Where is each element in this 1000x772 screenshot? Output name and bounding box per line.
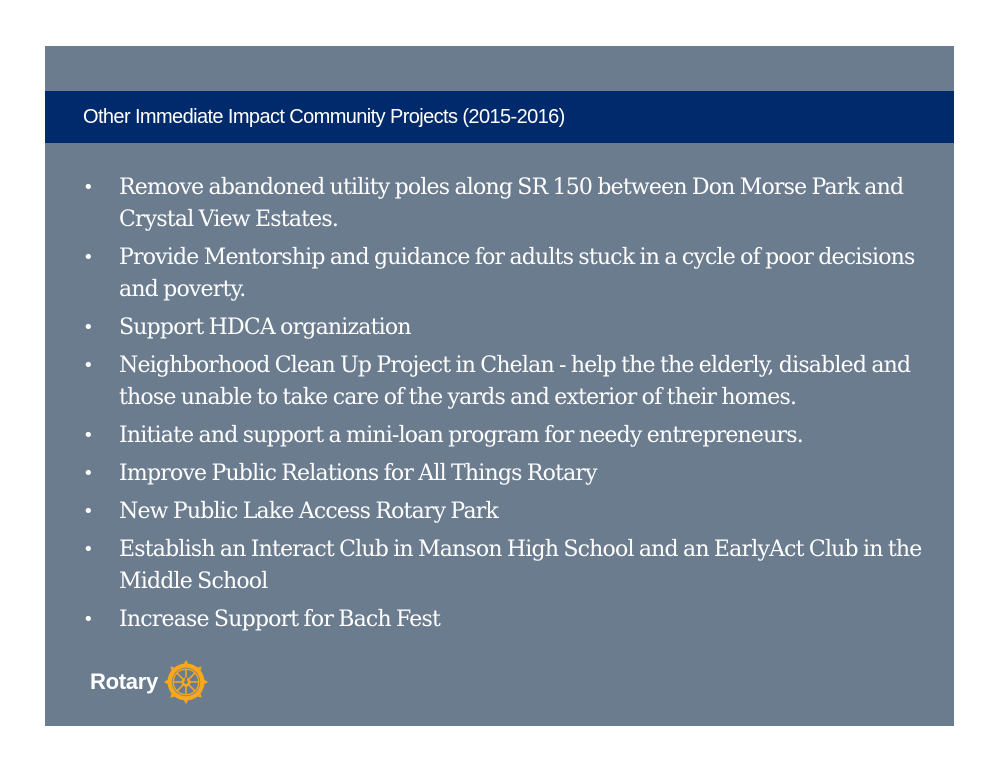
list-item — [83, 172, 943, 236]
bullet-text: Initiate and support a mini-loan program for needy entrepreneurs. — [119, 423, 803, 448]
list-item — [83, 242, 943, 306]
bullet-text: New Public Lake Access Rotary Park — [119, 499, 499, 524]
bullet-list — [83, 172, 943, 642]
list-item — [83, 312, 943, 344]
rotary-wheel-icon — [163, 659, 209, 705]
bullet-text: Improve Public Relations for All Things Rotary — [119, 461, 597, 486]
bullet-marker: • — [83, 425, 93, 446]
slide — [45, 46, 954, 726]
bullet-text: Neighborhood Clean Up Project in Chelan - help the the elderly, disabled and those unable to take care of the yards and exterior of their homes. — [119, 353, 911, 410]
list-item — [83, 534, 943, 598]
list-item — [83, 458, 943, 490]
list-item — [83, 496, 943, 528]
bullet-marker: • — [83, 501, 93, 522]
list-item — [83, 420, 943, 452]
rotary-logo — [90, 658, 209, 706]
bullet-marker: • — [83, 463, 93, 484]
bullet-text: Provide Mentorship and guidance for adults stuck in a cycle of poor decisions and poverty. — [119, 245, 915, 302]
bullet-marker: • — [83, 355, 93, 376]
bullet-marker: • — [83, 177, 93, 198]
bullet-marker: • — [83, 247, 93, 268]
logo-wordmark: Rotary — [90, 669, 158, 694]
bullet-text: Increase Support for Bach Fest — [119, 607, 441, 632]
list-item — [83, 350, 943, 414]
bullet-text: Remove abandoned utility poles along SR 150 between Don Morse Park and Crystal View Estates. — [119, 175, 904, 232]
slide-title: Other Immediate Impact Community Projects (2015-2016) — [83, 106, 565, 128]
list-item — [83, 604, 943, 636]
bullet-text: Establish an Interact Club in Manson High School and an EarlyAct Club in the Middle School — [119, 537, 922, 594]
bullet-marker: • — [83, 539, 93, 560]
bullet-text: Support HDCA organization — [119, 315, 411, 340]
title-bar — [45, 91, 954, 143]
bullet-marker: • — [83, 317, 93, 338]
bullet-marker: • — [83, 609, 93, 630]
